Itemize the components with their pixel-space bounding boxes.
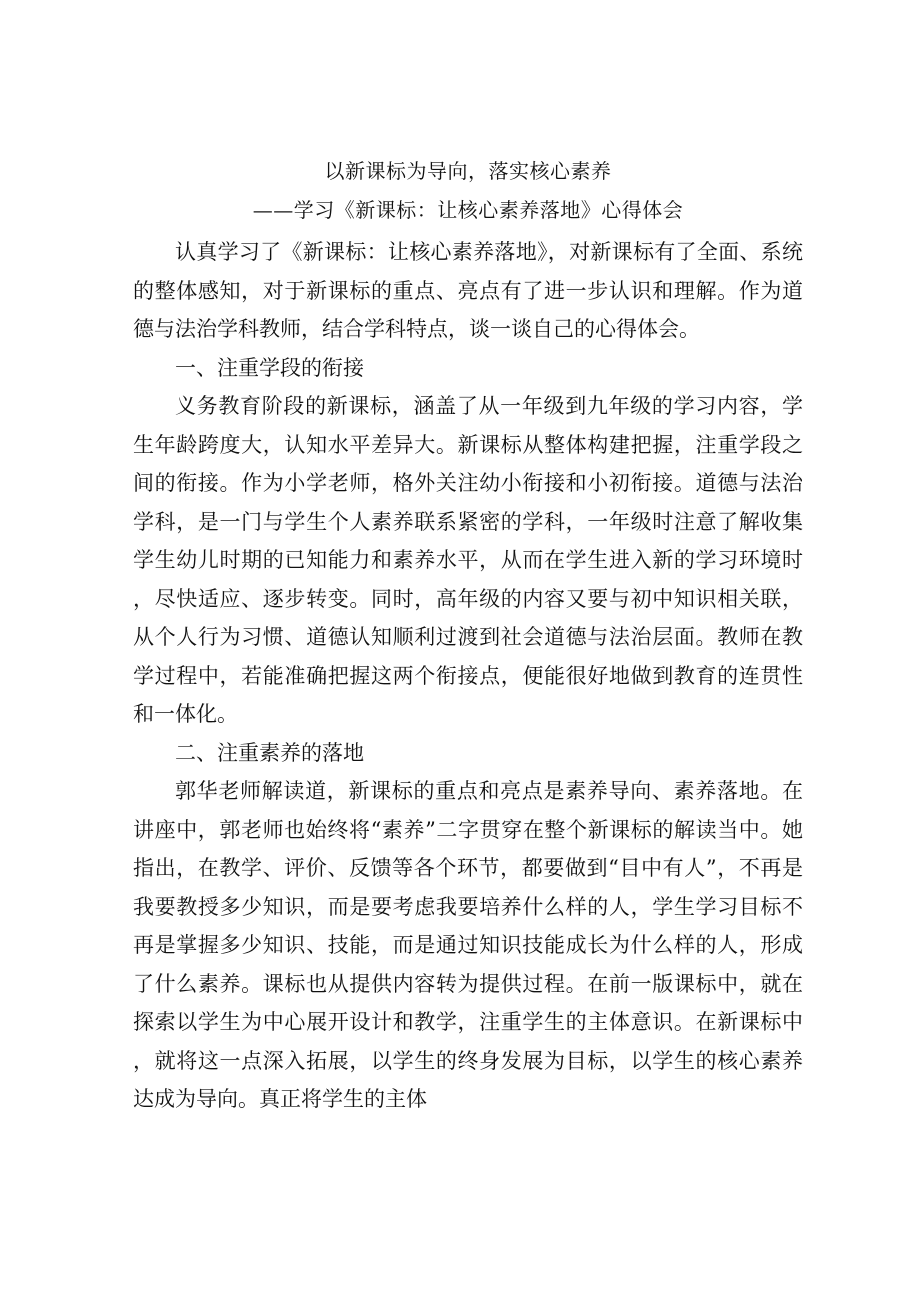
section-2-heading: 二、注重素养的落地 bbox=[175, 740, 364, 765]
document-title: 以新课标为导向，落实核心素养 bbox=[324, 159, 612, 183]
document-subtitle: ——学习《新课标：让核心素养落地》心得体会 bbox=[252, 197, 684, 222]
intro-paragraph: 认真学习了《新课标：让核心素养落地》，对新课标有了全面、系统的整体感知，对于新课标的重点、亮点有了进一步认识和理解。作为道德与法治学科教师，结合学科特点，谈一谈自己的心得体会。 bbox=[133, 240, 803, 341]
document-body bbox=[133, 152, 803, 1119]
section-1-paragraph: 义务教育阶段的新课标，涵盖了从一年级到九年级的学习内容，学生年龄跨度大，认知水平差异大。新课标从整体构建把握，注重学段之间的衔接。作为小学老师，格外关注幼小衔接和小初衔接。道德与法治学科，是一门与学生个人素养联系紧密的学科，一年级时注意了解收集学生幼儿时期的已知能力和素养水平，从而在学生进入新的学习环境时，尽快适应、逐步转变。同时，高年级的内容又要与初中知识相关联，从个人行为习惯、道德认知顺利过渡到社会道德与法治层面。教师在教学过程中，若能准确把握这两个衔接点，便能很好地做到教育的连贯性和一体化。 bbox=[133, 394, 803, 726]
section-1-heading: 一、注重学段的衔接 bbox=[175, 355, 364, 380]
section-2-paragraph: 郭华老师解读道，新课标的重点和亮点是素养导向、素养落地。在讲座中，郭老师也始终将“素养”二字贯穿在整个新课标的解读当中。她指出，在教学、评价、反馈等各个环节，都要做到“目中有人”，不再是我要教授多少知识，而是要考虑我要培养什么样的人，学生学习目标不再是掌握多少知识、技能，而是通过知识技能成长为什么样的人，形成了什么素养。课标也从提供内容转为提供过程。在前一版课标中，就在探索以学生为中心展开设计和教学，注重学生的主体意识。在新课标中，就将这一点深入拓展，以学生的终身发展为目标，以学生的核心素养达成为导向。真正将学生的主体 bbox=[133, 779, 803, 1111]
